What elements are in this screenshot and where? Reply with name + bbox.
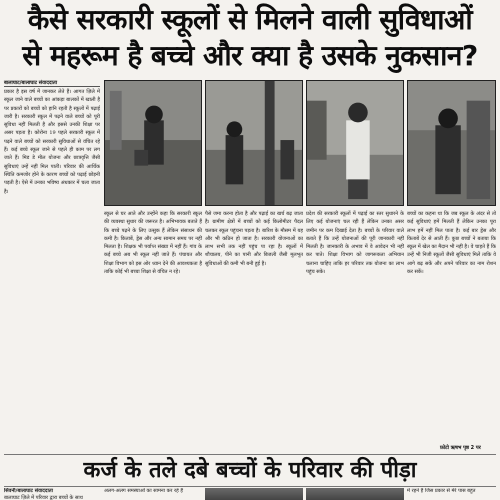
article-column-5: [407, 210, 496, 443]
article-column-1: [4, 88, 100, 443]
bottom-column-5: [407, 488, 496, 500]
column-5-text: बच्चों का कहना था कि जब स्कूल के अंदर से तो कई सुविधाएं हमें मिलती हैं लेकिन उनका पूरा लाभ हमें नहीं मिल पाता है। कई बार ड्रेस और किताबें देर से आती हैं। कुछ बच्चों ने बताया कि स्कूल में खेल का मैदान भी नहीं है। वे चाहते हैं कि उन्हें भी निजी स्कूलों जैसी सुविधाएं मिलें ताकि वे आगे बढ़ सकें और अपने परिवार का नाम रोशन कर सकें।: [407, 211, 496, 276]
column-1-text: प्रकार है इस वर्ष में जानकर लेते हैं। आगत ज़िले में स्कूल जाने वाले बच्चों का आंकड़ा बालकों में खाली है पर प्रकारों को बच्चों को हानि रहती है स्कूलों में पढ़ाई जारी है। सरकारी स्कूल में पढ़ने वाले बच्चों को पूरी सुविधा नहीं मिलती है और इससे उनकी शिक्षा पर असर पड़ता है। कोरोना 19 पहले सरकारी स्कूल में पढ़ने वाले बच्चों को सरकारी सुविधाओं से वंचित रहे हैं। कई बच्चे स्कूल जाने से पहले ही काम पर लग जाते हैं। मिड डे मील योजना और छात्रवृत्ति जैसी सुविधाएं उन्हें नहीं मिल पातीं। परिवार की आर्थिक स्थिति कमजोर होने के कारण बच्चों को पढ़ाई छोड़नी पड़ती है। ऐसे में उनका भविष्य अंधकार में चला जाता है।: [4, 89, 100, 195]
bottom-text-2: अलग-अलग समस्याओं का सामना कर रहे हैं: [104, 488, 184, 494]
headline-line-2: से महरूम है बच्चे और क्या है उसके नुकसान?: [22, 39, 478, 72]
article-column-3: [205, 210, 303, 443]
column-4-text: प्रदेश की सरकारी स्कूलों में पढ़ाई का स्तर सुधारने के लिए कई योजनाएं चल रही हैं लेकिन उनका असर जमीन पर कम दिखाई देता है। बच्चों के परिवार वाले बताते हैं कि उन्हें योजनाओं की पूरी जानकारी नहीं मिलती है। जानकारी के अभाव में वे आवेदन भी नहीं कर पाते। शिक्षा विभाग को जागरूकता अभियान चलाना चाहिए ताकि हर परिवार तक योजना का लाभ पहुंच सके।: [306, 211, 404, 276]
photo-boy-standing: [306, 80, 404, 206]
bottom-text-1: बालाघाट ज़िले में परिवार द्वारा बच्चों के साथ: [4, 495, 83, 500]
photo-child-with-bucket: [104, 80, 202, 206]
article-column-4: [306, 210, 404, 443]
bottom-column-1: [4, 488, 100, 500]
article-column-2: [104, 210, 202, 443]
subheadline: कर्ज के तले दबे बच्चों के परिवार की पीड़ा: [83, 458, 417, 483]
photo-girl-by-wall: [407, 80, 496, 206]
column-3-text: पैसे जमा करना होता है और पढ़ाई का खर्च बढ़ जाता है। ग्रामीण क्षेत्रों में बच्चों को कई किलोमीटर पैदल चलकर स्कूल पहुंचना पड़ता है। बारिश के मौसम में यह और भी कठिन हो जाता है। सरकारी योजनाओं का लाभ सभी तक नहीं पहुंच पा रहा है। स्कूलों में शौचालय, पीने का पानी और बिजली जैसी मूलभूत सुविधाओं की कमी भी बनी हुई है।: [205, 211, 303, 267]
column-2-text: स्कूल से घर आते और उन्होंने कहा कि सरकारी स्कूल की व्यवस्था सुधार की जरूरत है। अभिभावक बताते हैं कि बच्चे पढ़ने के लिए उत्सुक हैं लेकिन संसाधन की कमी है। किताबें, ड्रेस और अन्य सामान समय पर नहीं मिलता है। शिक्षक भी पर्याप्त संख्या में नहीं हैं। गांव के कई बच्चे अब भी स्कूल नहीं जाते हैं। पंचायत और शिक्षा विभाग को इस ओर ध्यान देने की आवश्यकता है ताकि कोई भी बच्चा शिक्षा से वंचित न रहे।: [104, 211, 202, 276]
photo-bottom-2: [306, 488, 404, 500]
section-divider-bottom: [4, 486, 496, 487]
headline: [4, 2, 496, 74]
photo-credit: फ़ोटो ऋषभ पृष्ठ 2 पर: [440, 445, 481, 451]
bottom-text-3: में रहने हैं जिस प्रकार से मेरे पास बहुत: [407, 488, 476, 494]
dateline: बालाघाट/बालाघाट संवाददाता: [4, 79, 100, 87]
photo-children-by-tree: [205, 80, 303, 206]
bottom-column-2: [104, 488, 202, 500]
section-divider: [4, 454, 496, 455]
headline-line-1: कैसे सरकारी स्कूलों से मिलने वाली सुविधाओं: [27, 3, 473, 36]
photo-bottom-1: [205, 488, 303, 500]
bottom-dateline: सिवनी/बालाघाट संवाददाता: [4, 488, 53, 494]
